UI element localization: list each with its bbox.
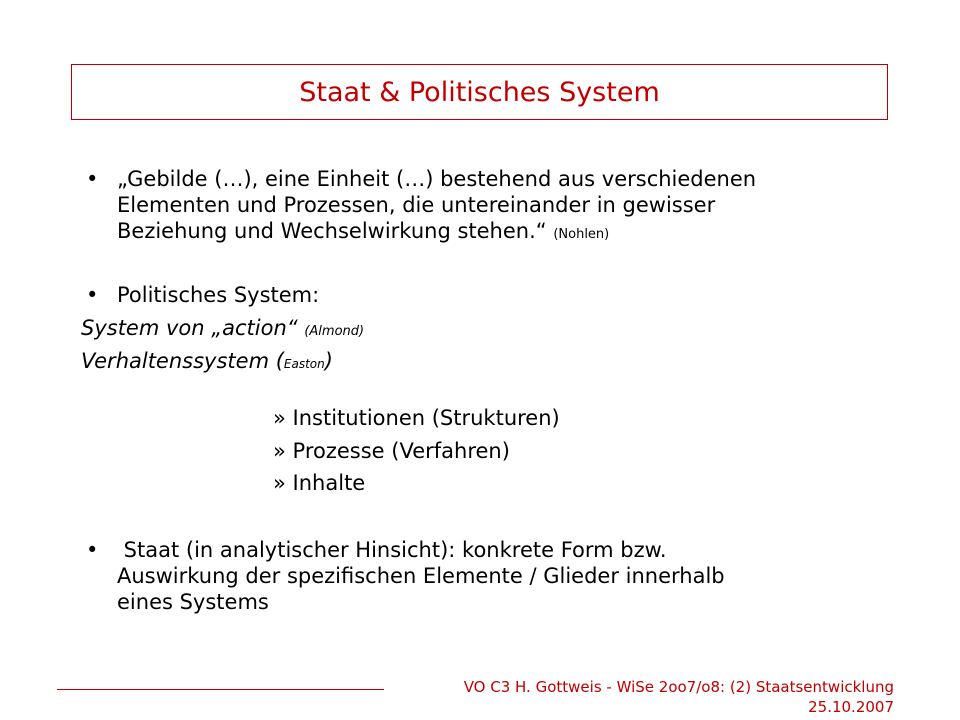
nohlen-source: (Nohlen) xyxy=(553,227,610,242)
subitem-text: Prozesse (Verfahren) xyxy=(292,439,510,463)
footer-line-2: 25.10.2007 xyxy=(808,698,894,716)
footer xyxy=(464,677,894,717)
bullet-marker: • xyxy=(86,167,99,191)
bullet-3-text xyxy=(117,537,725,615)
subitem xyxy=(273,438,510,464)
subitem-text: Institutionen (Strukturen) xyxy=(292,406,560,430)
subitem-marker: » xyxy=(273,406,286,430)
bullet-1-line-3-text: Beziehung und Wechselwirkung stehen.“ xyxy=(117,219,547,243)
subitem xyxy=(273,405,560,431)
bullet-3-line-3: eines Systems xyxy=(117,590,269,614)
bullet-1-line-3 xyxy=(117,218,756,248)
slide-title: Staat & Politisches System xyxy=(299,76,660,108)
almond-text: System von „action“ xyxy=(81,316,298,340)
subitem xyxy=(273,470,365,496)
bullet-3-line-1: Staat (in analytischer Hinsicht): konkrete Form bzw. xyxy=(117,538,667,562)
almond-line xyxy=(81,315,364,345)
bullet-2-text: Politisches System: xyxy=(117,283,320,307)
bullet-1-line-2: Elementen und Prozessen, die untereinander in gewisser xyxy=(117,193,716,217)
easton-close: ) xyxy=(324,349,333,373)
bullet-1-text xyxy=(117,166,756,248)
bullet-3-line-2: Auswirkung der spezifischen Elemente / Glieder innerhalb xyxy=(117,564,725,588)
footer-line-1: VO C3 H. Gottweis - WiSe 2oo7/o8: (2) Staatsentwicklung xyxy=(463,678,894,696)
subitem-marker: » xyxy=(273,439,286,463)
subitem-marker: » xyxy=(273,471,286,495)
subitem-text: Inhalte xyxy=(292,471,366,495)
bullet-marker: • xyxy=(86,283,99,307)
bullet-marker: • xyxy=(86,538,99,562)
bullet-1-line-1: „Gebilde (…), eine Einheit (…) bestehend aus verschiedenen xyxy=(117,167,757,191)
almond-source: (Almond) xyxy=(304,324,365,339)
easton-source: Easton xyxy=(283,357,325,371)
easton-text: Verhaltenssystem ( xyxy=(81,349,284,373)
easton-line xyxy=(81,348,333,377)
footer-divider xyxy=(57,689,384,690)
title-box xyxy=(71,64,888,120)
